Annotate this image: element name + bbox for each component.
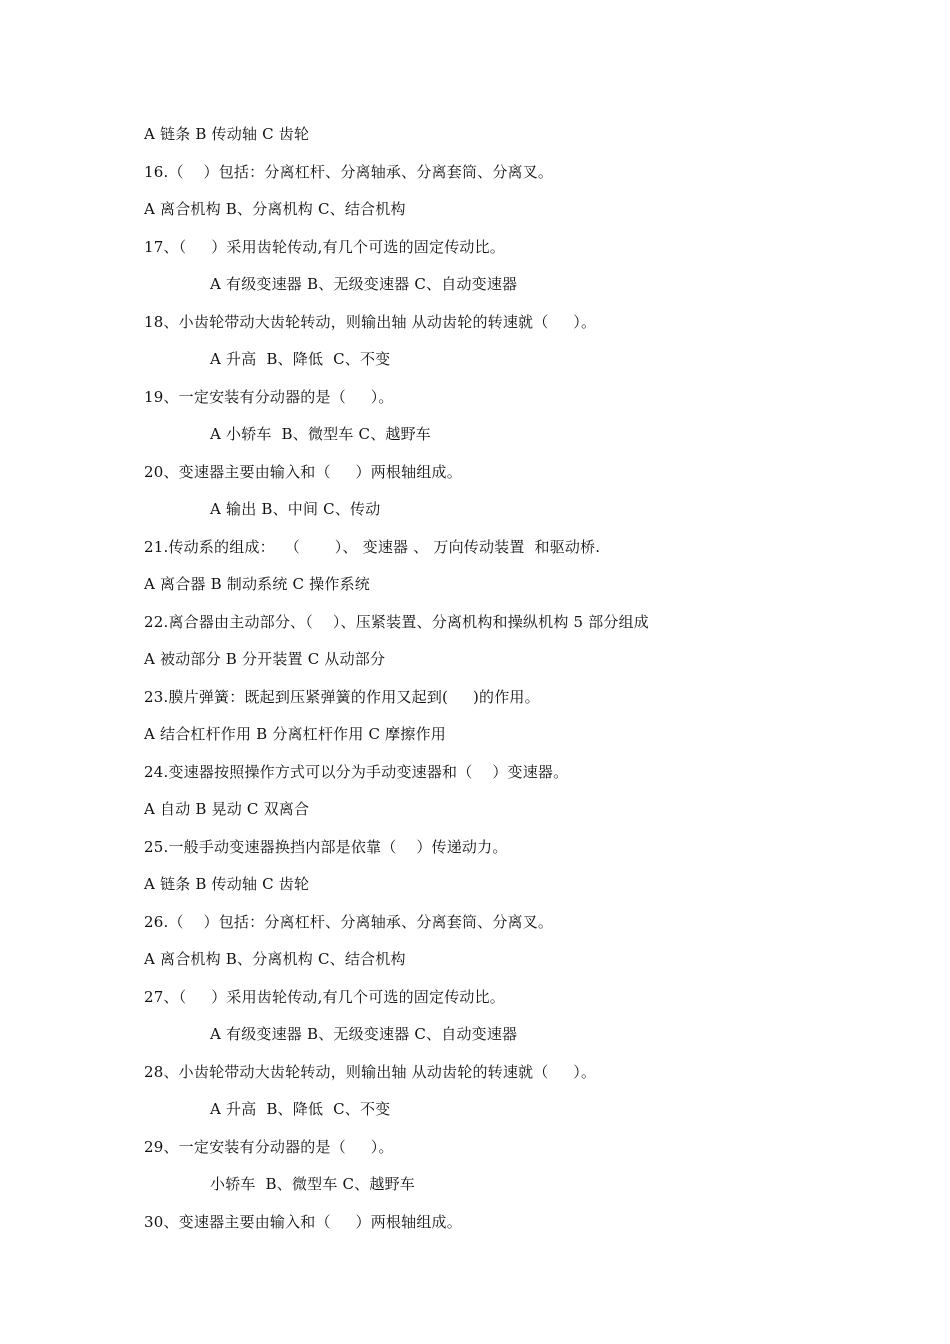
text-line: 29、一定安装有分动器的是（ ）。 [144,1137,394,1156]
option-line: A 有级变速器 B、无级变速器 C、自动变速器 [210,275,518,293]
text-line: A 链条 B 传动轴 C 齿轮 [144,875,310,893]
text-line: 19、一定安装有分动器的是（ ）。 [144,387,394,406]
text-line: A 被动部分 B 分开装置 C 从动部分 [144,650,386,668]
text-line: 30、变速器主要由输入和（ ）两根轴组成。 [144,1212,462,1231]
text-line: 28、小齿轮带动大齿轮转动，则输出轴 从动齿轮的转速就（ ）。 [144,1062,597,1081]
text-line: A 离合机构 B、分离机构 C、结合机构 [144,200,406,218]
text-line: 24.变速器按照操作方式可以分为手动变速器和（ ）变速器。 [144,762,569,781]
text-line: 18、小齿轮带动大齿轮转动，则输出轴 从动齿轮的转速就（ ）。 [144,312,597,331]
text-line: 16.（ ）包括：分离杠杆、分离轴承、分离套筒、分离叉。 [144,162,554,181]
option-line: A 有级变速器 B、无级变速器 C、自动变速器 [210,1025,518,1043]
option-line: A 升高 B、降低 C、不变 [210,1100,391,1118]
text-line: 25.一般手动变速器换挡内部是依靠（ ）传递动力。 [144,837,508,856]
option-line: A 输出 B、中间 C、传动 [210,500,381,518]
text-line: A 离合器 B 制动系统 C 操作系统 [144,575,370,593]
text-line: A 结合杠杆作用 B 分离杠杆作用 C 摩擦作用 [144,725,446,743]
text-line: A 链条 B 传动轴 C 齿轮 [144,125,310,143]
text-line: 22.离合器由主动部分、（ ）、压紧装置、分离机构和操纵机构 5 部分组成 [144,612,650,631]
text-line: 27、（ ）采用齿轮传动,有几个可选的固定传动比。 [144,987,505,1006]
text-line: 21.传动系的组成： （ ）、 变速器 、 万向传动装置 和驱动桥. [144,537,601,556]
option-line: 小轿车 B、微型车 C、越野车 [210,1175,416,1193]
text-line: A 自动 B 晃动 C 双离合 [144,800,310,818]
text-line: 20、变速器主要由输入和（ ）两根轴组成。 [144,462,462,481]
text-line: A 离合机构 B、分离机构 C、结合机构 [144,950,406,968]
question-list [144,120,864,1245]
option-line: A 小轿车 B、微型车 C、越野车 [210,425,432,443]
option-line: A 升高 B、降低 C、不变 [210,350,391,368]
text-line: 26.（ ）包括：分离杠杆、分离轴承、分离套筒、分离叉。 [144,912,554,931]
text-line: 23.膜片弹簧：既起到压紧弹簧的作用又起到( )的作用。 [144,687,540,706]
text-line: 17、（ ）采用齿轮传动,有几个可选的固定传动比。 [144,237,505,256]
